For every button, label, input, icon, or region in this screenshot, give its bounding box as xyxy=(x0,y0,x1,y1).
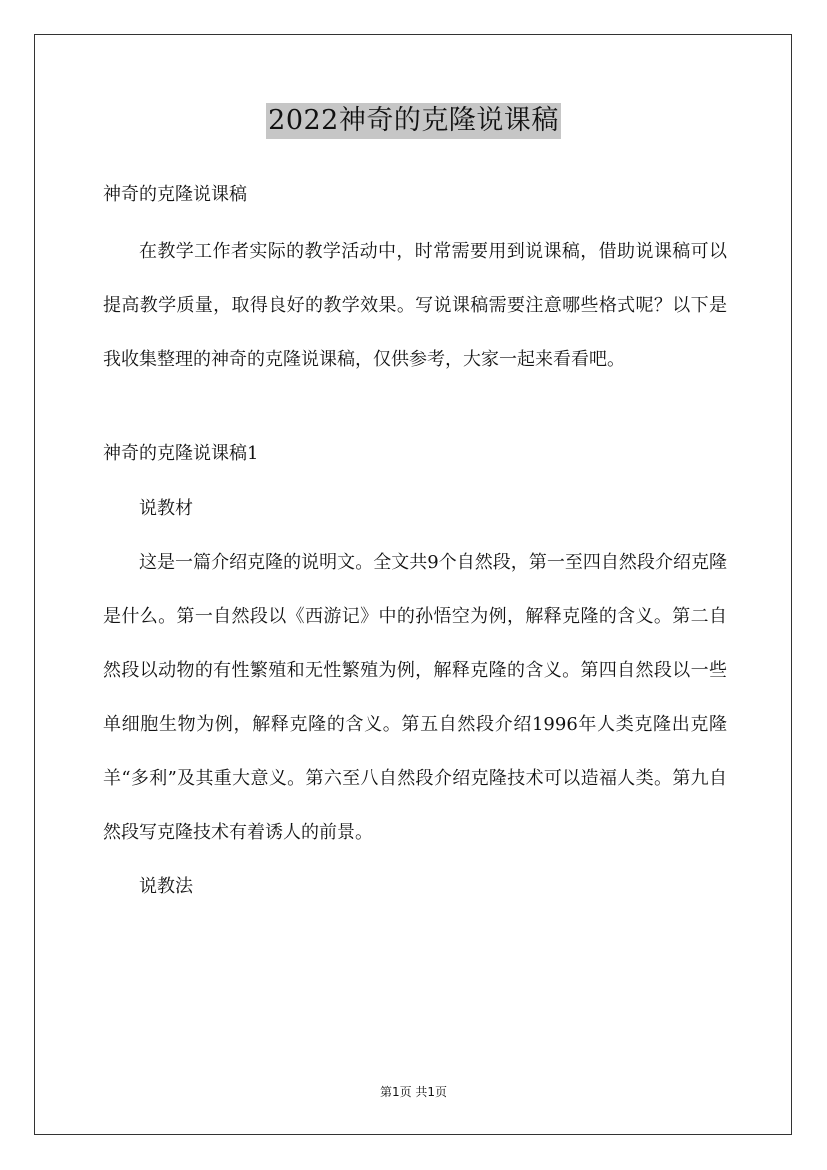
material-paragraph: 这是一篇介绍克隆的说明文。全文共9个自然段，第一至四自然段介绍克隆是什么。第一自然段以《西游记》中的孙悟空为例，解释克隆的含义。第二自然段以动物的有性繁殖和无性繁殖为例，解释克隆的含义。第四自然段以一些单细胞生物为例，解释克隆的含义。第五自然段介绍1996年人类克隆出克隆羊“多利”及其重大意义。第六至八自然段介绍克隆技术可以造福人类。第九自然段写克隆技术有着诱人的前景。 xyxy=(103,552,727,843)
document-body xyxy=(103,177,727,914)
section-gap xyxy=(103,387,727,436)
intro-paragraph: 在教学工作者实际的教学活动中，时常需要用到说课稿，借助说课稿可以提高教学质量，取得良好的教学效果。写说课稿需要注意哪些格式呢？以下是我收集整理的神奇的克隆说课稿，仅供参考，大家一起来看看吧。 xyxy=(103,241,727,370)
document-title: 2022神奇的克隆说课稿 xyxy=(266,103,561,139)
subheading-material: 说教材 xyxy=(139,498,193,519)
page-footer: 第1页 共1页 xyxy=(379,1085,448,1099)
subheading-method: 说教法 xyxy=(139,876,193,897)
intro-heading: 神奇的克隆说课稿 xyxy=(103,184,247,205)
section1-heading: 神奇的克隆说课稿1 xyxy=(103,443,259,464)
title-wrap xyxy=(0,103,827,139)
